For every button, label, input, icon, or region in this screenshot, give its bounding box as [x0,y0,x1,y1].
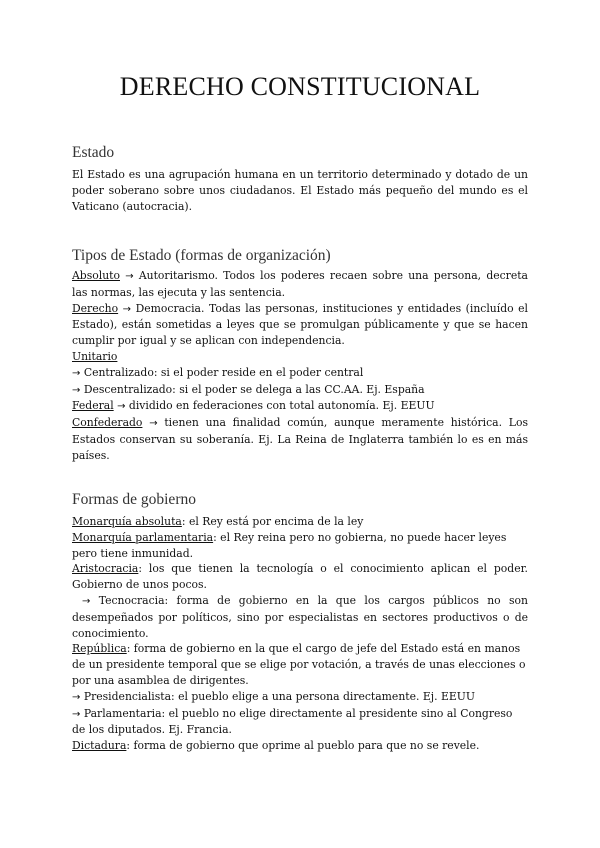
unitario-descentralizado [72,382,528,399]
monarquia-absoluta-text: : el Rey está por encima de la ley [181,515,364,528]
term-monarquia-parlamentaria: Monarquía parlamentaria [72,530,214,544]
section-heading-formas: Formas de gobierno [72,491,196,508]
tecnocracia-text: Tecnocracia: forma de gobierno en la que los cargos públicos no son desempeñados por políticos, sino por especialistas en sectores productivos o de conocimiento. [72,593,528,640]
arrow-icon: → [72,691,81,703]
page-title: DERECHO CONSTITUCIONAL [119,72,481,101]
term-confederado: Confederado [72,416,143,430]
term-unitario: Unitario [72,349,118,363]
forma-monarquia-parlamentaria [72,530,528,562]
tipos-list [72,268,528,464]
centralizado-text: Centralizado: si el poder reside en el poder central [83,365,364,379]
descentralizado-text: Descentralizado: si el poder se delega a las CC.AA. Ej. España [83,382,425,396]
presidencialista-text: Presidencialista: el pueblo elige a una persona directamente. Ej. EEUU [83,689,475,703]
forma-dictadura [72,738,528,754]
term-federal: Federal [72,399,114,413]
forma-republica [72,641,528,688]
estado-paragraph: El Estado es una agrupación humana en un territorio determinado y dotado de un poder soberano sobre unos ciudadanos. El Estado más pequeño del mundo es el Vaticano (autocracia). [72,168,528,213]
confederado-text: tienen una finalidad común, aunque meramente histórica. Los Estados conservan su soberanía. Ej. La Reina de Inglaterra también lo es en más países. [72,416,528,462]
term-dictadura: Dictadura [72,739,127,753]
aristocracia-text: : los que tienen la tecnología o el conocimiento aplican el poder. Gobierno de unos pocos. [72,562,528,592]
unitario-centralizado [72,365,528,382]
forma-aristocracia [72,561,528,593]
arrow-icon: → [72,384,81,396]
parlamentaria-text: Parlamentaria: el pueblo no elige directamente al presidente sino al Congreso de los diputados. Ej. Francia. [72,706,513,737]
section-heading-tipos: Tipos de Estado (formas de organización) [72,247,331,264]
derecho-text: Democracia. Todas las personas, instituciones y entidades (incluído el Estado), están sometidas a leyes que se promulgan públicamente y que se hacen cumplir por igual y se aplican con independencia. [72,301,529,348]
monarquia-parlamentaria-text: : el Rey reina pero no gobierna, no puede hacer leyes pero tiene inmunidad. [72,530,507,560]
absoluto-text: Autoritarismo. Todos los poderes recaen sobre una persona, decreta las normas, las ejecuta y las sentencia. [72,269,528,299]
arrow-icon: → [82,595,91,607]
arrow-icon: → [122,303,132,315]
arrow-icon: → [72,708,81,720]
term-absoluto: Absoluto [72,269,120,282]
tipo-federal [72,398,528,415]
arrow-icon: → [72,367,81,379]
republica-parlamentaria [72,706,528,739]
forma-monarquia-absoluta [72,514,528,530]
dictadura-text: : forma de gobierno que oprime al pueblo para que no se revele. [126,739,480,753]
formas-list [72,514,528,754]
arrow-icon: → [125,271,134,282]
republica-presidencialista [72,689,528,706]
republica-text: : forma de gobierno en la que el cargo de jefe del Estado está en manos de un presidente temporal que se elige por votación, a través de unas elecciones o por una asamblea de dirigentes. [72,642,526,687]
forma-tecnocracia [72,593,528,641]
tipo-derecho [72,301,528,349]
term-aristocracia: Aristocracia [72,562,139,576]
tipo-unitario [72,349,528,365]
term-derecho: Derecho [72,301,119,315]
tipo-absoluto [72,268,528,301]
term-republica: República [72,642,127,656]
arrow-icon: → [149,418,158,430]
arrow-icon: → [117,401,126,413]
tipo-confederado [72,415,528,463]
federal-text: dividido en federaciones con total autonomía. Ej. EEUU [128,399,435,413]
term-monarquia-absoluta: Monarquía absoluta [72,515,182,528]
section-heading-estado: Estado [72,144,115,161]
